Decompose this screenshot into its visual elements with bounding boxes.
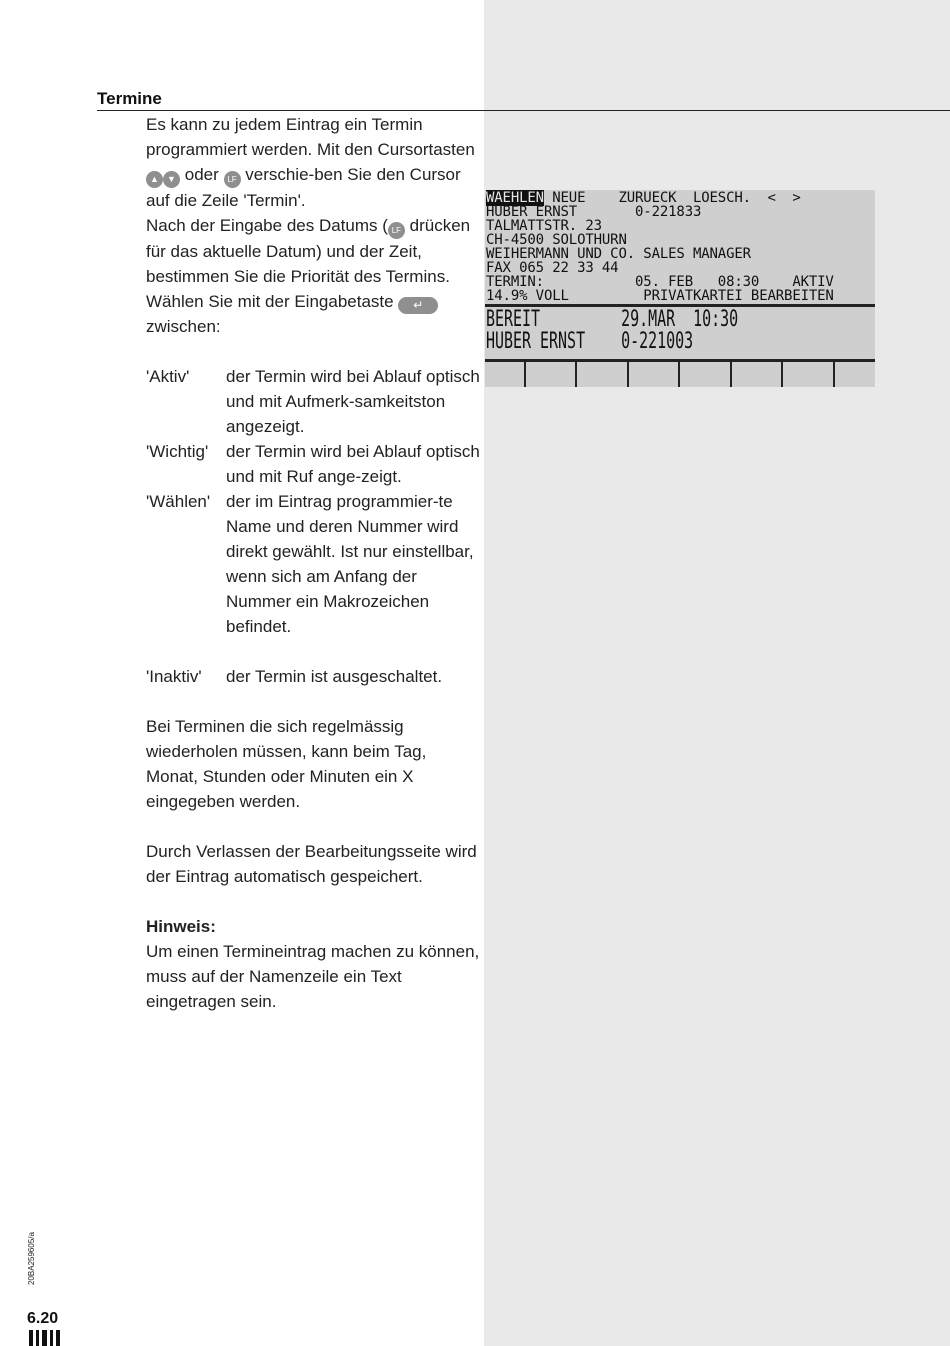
lcd-line-city: CH-4500 SOLOTHURN [486,232,627,248]
section-title: Termine [97,89,162,108]
lcd-menu-items: NEUE ZURUECK LOESCH. < > [543,190,801,206]
note-heading: Hinweis: [146,917,216,936]
softkey-separator [833,362,835,387]
paragraph-cursor: Es kann zu jedem Eintrag ein Termin programmiert werden. Mit den Cursortasten ▲ ▼ oder LF verschie-ben Sie den Cursor auf die Zeile 'Termin'. [146,115,475,210]
option-waehlen: 'Wählen' der im Eintrag programmier-te Name und deren Nummer wird direkt gewählt. Ist nur einstellbar, wenn sich am Anfang der Nummer ein Makrozeichen befindet. [146,492,474,636]
softkey-separator [781,362,783,387]
document-code: 20BA259605/a [27,1232,36,1285]
lcd-line-company: WEIHERMANN UND CO. SALES MANAGER [486,246,751,262]
softkey-separator [730,362,732,387]
page-number: 6.20 [27,1310,59,1327]
lcd-display [485,190,875,387]
softkey-separator [524,362,526,387]
lf-key-icon: LF [224,171,241,188]
lf-key-icon: LF [388,222,405,239]
paragraph-repeat: Bei Terminen die sich regelmässig wiederholen müssen, kann beim Tag, Monat, Stunden oder Minuten ein X eingegeben werden. [146,717,427,811]
softkey-separator [627,362,629,387]
lcd-menu-bar [486,191,801,205]
option-aktiv: 'Aktiv' der Termin wird bei Ablauf optisch und mit Aufmerk-samkeitston angezeigt. [146,367,480,436]
lcd-caller-line: HUBER ERNST 0-221003 [486,329,694,354]
lcd-menu-waehlen: WAEHLEN [486,190,544,206]
title-rule [97,110,950,111]
cursor-up-key-icon: ▲ [146,171,163,188]
softkey-separator [678,362,680,387]
enter-key-icon: ↵ [398,297,438,314]
option-inaktiv: 'Inaktiv' der Termin ist ausgeschaltet. [146,667,443,686]
softkey-separator [575,362,577,387]
cursor-down-key-icon: ▼ [163,171,180,188]
paragraph-save: Durch Verlassen der Bearbeitungsseite wird der Eintrag automatisch gespeichert. [146,842,477,886]
lcd-line-termin: TERMIN: 05. FEB 08:30 AKTIV [486,274,834,290]
lcd-line-status: 14.9% VOLL PRIVATKARTEI BEARBEITEN [486,288,834,304]
lcd-line-name: HUBER ERNST 0-221833 [486,204,702,220]
lcd-line-street: TALMATTSTR. 23 [486,218,602,234]
lcd-ready-line: BEREIT 29.MAR 10:30 [486,307,739,332]
lcd-line-fax: FAX 065 22 33 44 [486,260,619,276]
lcd-softkey-row [485,362,875,387]
option-wichtig: 'Wichtig' der Termin wird bei Ablauf optisch und mit Ruf ange-zeigt. [146,442,480,486]
paragraph-date: Nach der Eingabe des Datums ( LF drücken für das aktuelle Datum) und der Zeit, bestimmen Sie die Priorität des Termins. Wählen Sie mit der Eingabetaste ↵ zwischen: [146,216,471,336]
note-text: Um einen Termineintrag machen zu können, muss auf der Namenzeile ein Text eingetragen sein. [146,942,480,1011]
body-text [146,112,481,1014]
